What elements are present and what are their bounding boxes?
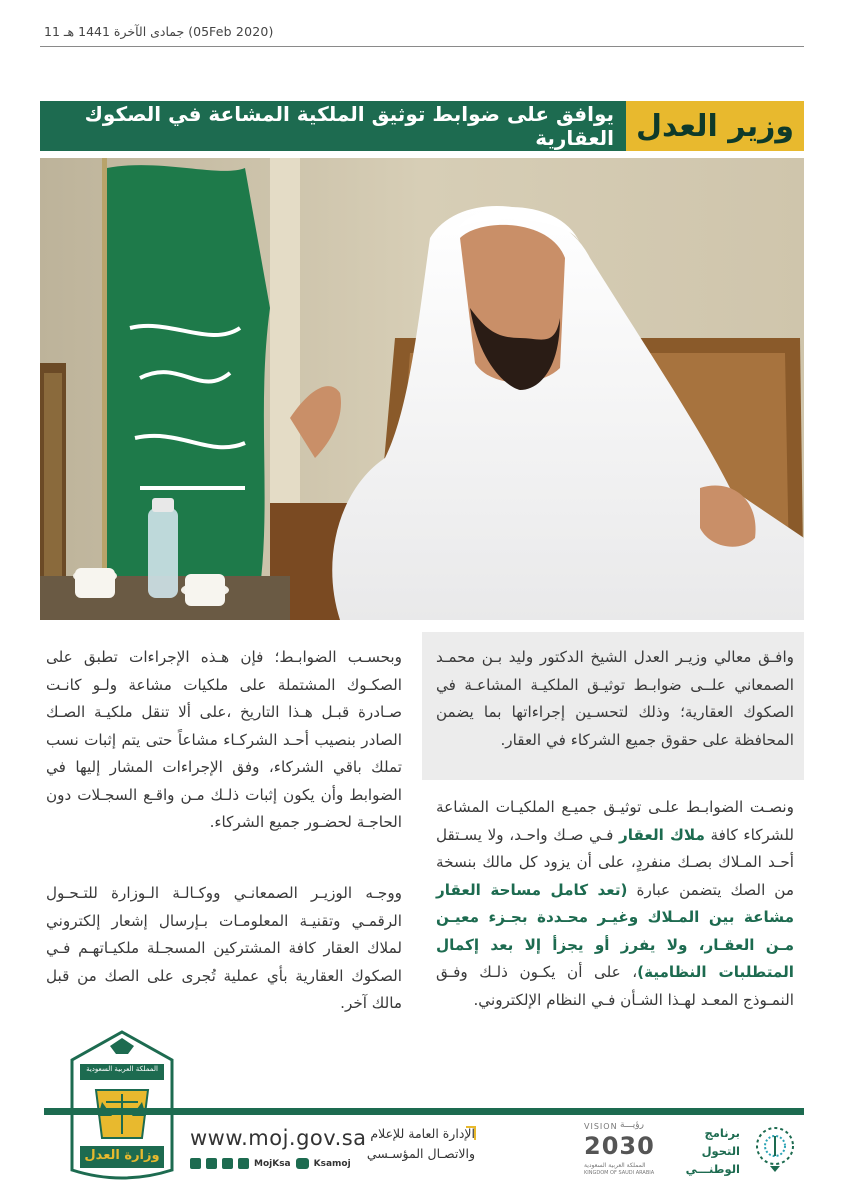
ntp-text — [672, 1124, 740, 1178]
intro-paragraph: وافـق معالي وزيـر العدل الشيخ الدكتور وليد بـن محمـد الصمعاني علــى ضوابـط توثيـق الملكيـة المشاعـة في الصكوك العقارية؛ وذلك لتحسـين إجراءاتها بما يضمن المحافظة على حقوق جميع الشركاء في العقار. — [436, 648, 794, 749]
social-handle-ksamoj: Ksamoj — [313, 1158, 351, 1169]
website-link[interactable]: www.moj.gov.sa — [190, 1126, 367, 1150]
article-paragraph-2 — [436, 794, 794, 1014]
moj-logo — [66, 1030, 178, 1182]
twitter-icon[interactable] — [190, 1158, 201, 1169]
ntp-emblem-icon — [750, 1124, 800, 1178]
headline-subtitle: يوافق على ضوابط توثيق الملكية المشاعة في الصكوك العقارية — [40, 101, 626, 151]
minister-photo — [40, 158, 804, 620]
article-paragraph-4 — [46, 880, 402, 1018]
article-paragraph-3 — [46, 644, 402, 837]
moj-logo-name: وزارة العدل — [84, 1148, 160, 1163]
article-intro — [436, 644, 794, 754]
p2-part-a: ونصـت الضوابـط علـى توثيـق جميـع الملكيـات المشاعة للشركاء كافة — [436, 798, 795, 844]
headline-bar — [40, 101, 804, 151]
photo-illustration — [40, 158, 804, 620]
headline-title: وزير العدل — [626, 101, 804, 151]
media-department — [355, 1124, 475, 1164]
issue-date: 11 جمادى الآخرة 1441 هـ (05Feb 2020) — [44, 24, 274, 39]
vision-subtitle: المملكة العربية السعودية — [584, 1162, 646, 1169]
vision-year: 2030 — [584, 1132, 655, 1160]
p2-highlight-owners: ملاك العقار — [619, 825, 705, 844]
social-links — [190, 1158, 351, 1169]
social-handle-mojksa: MojKsa — [254, 1158, 291, 1169]
paragraph-4: ووجـه الوزيـر الصمعانـي ووكـالـة الـوزارة للتـحـول الرقمـي وتقنيـة المعلومـات بـإرسال إشعار إلكتروني لملاك العقار كافة المشتركين المسجـلة ملكيـاتهـم فـي الصكوك العقارية بأي عملية تُجرى على الصك من قبل مالك آخر. — [46, 884, 402, 1012]
national-transformation-logo — [672, 1124, 804, 1178]
ntp-line-1: برنامج التحول — [701, 1126, 740, 1158]
top-divider — [40, 46, 804, 47]
instagram-icon[interactable] — [206, 1158, 217, 1169]
dept-line-1: الإدارة العامة للإعلام — [370, 1126, 475, 1141]
paragraph-2 — [436, 794, 794, 1014]
vision-en: KINGDOM OF SAUDI ARABIA — [584, 1170, 655, 1176]
linkedin-icon[interactable] — [238, 1158, 249, 1169]
vision-label: VISION — [584, 1122, 618, 1131]
p2-part-b: فـي صـك واحـد، ولا يسـتقل أحـد المـلاك بصـك منفردٍ، على أن يزود كل مالك بنسخة من الصك يتضمن عبارة — [436, 825, 795, 899]
vision-2030-logo — [584, 1120, 664, 1180]
p2-highlight-clause: (تعد كامل مساحة العقار مشاعة بين المـلاك وغيـر محـددة بجـزء معيـن مـن العقـار، ولا يفرز أو يجزأ إلا بعد إكمال المتطلبات النظامية) — [436, 880, 794, 981]
moj-logo-top-text: المملكة العربية السعودية — [86, 1065, 158, 1073]
ntp-line-2: الوطنـــي — [685, 1162, 740, 1176]
snapchat-icon[interactable] — [222, 1158, 233, 1169]
paragraph-3: وبحسـب الضوابـط؛ فإن هـذه الإجراءات تطبق على الصكـوك المشتملة على ملكيات مشاعة ولـو كانـت صـادرة قبـل هـذا التاريخ ،على ألا تنقل ملكيـة الصـك الصادر بنصيب أحـد الشركـاء مشاعاً حتى يتم إثبات نسب تملك باقي الشركاء، وفق الإجراءات المشار إليها في الضوابط وأن يكون إثبات ذلـك مـن واقـع السجـلات دون الحاجـة لحضـور جميع الشركاء. — [46, 648, 402, 831]
vision-ar: رؤيـــة — [620, 1120, 644, 1130]
dept-line-2: والاتصـال المؤسـسي — [366, 1146, 475, 1161]
youtube-icon[interactable] — [296, 1158, 309, 1169]
p2-part-c: ، على أن يكـون ذلـك وفـق النمـوذج المعـد لهـذا الشـأن فـي النظام الإلكتروني. — [436, 963, 794, 1009]
footer-divider — [44, 1108, 804, 1115]
